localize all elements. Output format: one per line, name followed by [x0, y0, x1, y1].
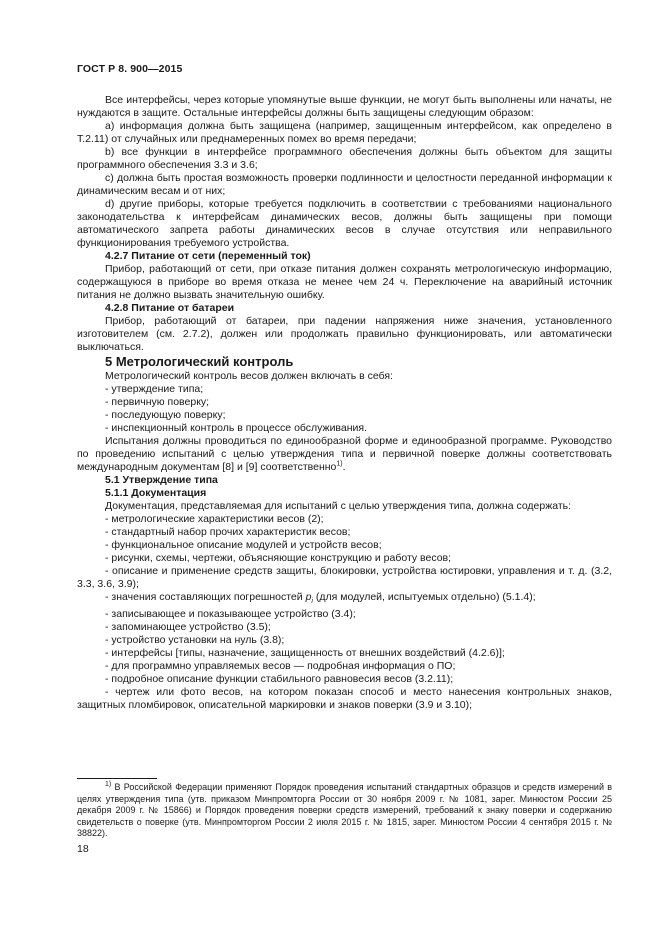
list-item: - интерфейсы [типы, назначение, защищенность от внешних воздействий (4.2.6)]; — [105, 647, 505, 660]
footnote-text: В Российской Федерации применяют Порядок проведения испытаний стандартных образцов и средств измерений в целях утверждения типа (утв. приказом Минпромторга России от 30 ноября 2009 г. № 1081, зарег. Минюстом России 25 декабря 2009 г. № 15866) и Порядок проведения поверки средств измерений, требований к знаку поверки и содержанию свидетельств о поверке (утв. Минпромторгом России 2 июля 2015 г. № 1815, зарег. Минюстом России 4 сентября 2015 г. № 38822). — [77, 782, 612, 838]
list-item-protection: - описание и применение средств защиты, блокировки, устройства юстировки, управления и т. д. (3.2, 3.3, 3.6, 3.9); — [77, 565, 612, 590]
tests-text: Испытания должны проводиться по единообразной форме и единообразной программе. Руководство по проведению испытаний с целью утверждения типа и первичной поверке должны соответствовать международным документам [8] и [9] соответственно — [77, 435, 612, 473]
documentation-intro: Документация, представляемая для испытаний с целью утверждения типа, должна содержать: — [105, 500, 572, 512]
section-5-1-heading: 5.1 Утверждение типа — [105, 474, 218, 486]
footnote-divider — [77, 778, 157, 779]
list-item: - инспекционный контроль в процессе обслуживания. — [105, 422, 368, 434]
list-item: - для программно управляемых весов — подробная информация о ПО; — [105, 660, 456, 673]
page-header: ГОСТ Р 8. 900—2015 — [77, 63, 183, 75]
list-item-error-components — [77, 591, 612, 608]
section-4-2-8-text: Прибор, работающий от батареи, при падении напряжения ниже значения, установленного изготовителем (см. 2.7.2), должен или продолжать правильно функционировать, или автоматически выключаться. — [77, 315, 612, 353]
error-text-end: (для модулей, испытуемых отдельно) (5.1.4); — [312, 591, 536, 603]
page-content — [77, 94, 612, 712]
list-item: - стандартный набор прочих характеристик весов; — [105, 526, 351, 538]
list-item: - рисунки, схемы, чертежи, объясняющие конструкцию и работу весов; — [105, 552, 452, 564]
tests-paragraph — [77, 435, 612, 474]
list-item-a: а) информация должна быть защищена (например, защищенным интерфейсом, как определено в Т.2.11) от случайных или преднамеренных помех во время передачи; — [77, 120, 612, 145]
list-item: - подробное описание функции стабильного равновесия весов (3.2.11); — [105, 673, 454, 686]
interfaces-intro: Все интерфейсы, через которые упомянутые выше функции, не могут быть выполнены или начаты, не нуждаются в защите. Остальные интерфейсы должны быть защищены следующим образом: — [77, 94, 612, 119]
footnote-text-block — [77, 782, 612, 840]
section-5-intro: Метрологический контроль весов должен включать в себя: — [105, 370, 393, 382]
section-5-heading: 5 Метрологический контроль — [105, 354, 294, 369]
section-5-1-1-heading: 5.1.1 Документация — [105, 487, 207, 499]
list-item: - функциональное описание модулей и устройств весов; — [105, 539, 382, 551]
section-4-2-8-heading: 4.2.8 Питание от батареи — [105, 302, 235, 314]
list-item: - утверждение типа; — [105, 383, 204, 395]
symbol-p: p — [305, 591, 312, 603]
list-item: - метрологические характеристики весов (2); — [105, 513, 324, 525]
list-item: - последующую поверку; — [105, 409, 226, 421]
list-item-b: b) все функции в интерфейсе программного обеспечения должны быть объектом для защиты программного обеспечения 3.3 и 3.6; — [77, 146, 612, 171]
list-item: - записывающее и показывающее устройство (3.4); — [105, 608, 356, 621]
list-item-drawing: - чертеж или фото весов, на котором показан способ и место нанесения контрольных знаков, защитных пломбировок, описательной маркировки и знаков поверки (3.9 и 3.10); — [77, 686, 612, 712]
tests-end: . — [342, 461, 346, 473]
list-item-c: с) должна быть простая возможность проверки подлинности и целостности переданной информации к динамическим весам и от них; — [77, 172, 612, 197]
section-4-2-7-heading: 4.2.7 Питание от сети (переменный ток) — [105, 250, 311, 262]
symbol-i: i — [311, 598, 313, 606]
list-item: - устройство установки на нуль (3.8); — [105, 634, 285, 647]
error-text: - значения составляющих погрешностей — [105, 591, 306, 603]
page-number: 18 — [77, 843, 89, 855]
section-4-2-7-text: Прибор, работающий от сети, при отказе питания должен сохранять метрологическую информацию, содержащуюся в приборе во время отказа не менее чем 24 ч. Переключение на аварийный источник питания не должно вызвать значительную ошибку. — [77, 263, 612, 301]
list-item: - первичную поверку; — [105, 396, 210, 408]
footnote-ref: 1) — [336, 460, 343, 468]
list-item: - запоминающее устройство (3.5); — [105, 621, 271, 634]
list-item-d: d) другие приборы, которые требуется подключить в соответствии с требованиями национального законодательства к интерфейсам динамических весов, должны быть защищены при помощи автоматического запрета работы динамических весов в случае отсутствия или неправильного функционирования требуемого устройства. — [77, 198, 612, 249]
footnote — [77, 778, 612, 840]
footnote-marker: 1) — [105, 781, 112, 788]
